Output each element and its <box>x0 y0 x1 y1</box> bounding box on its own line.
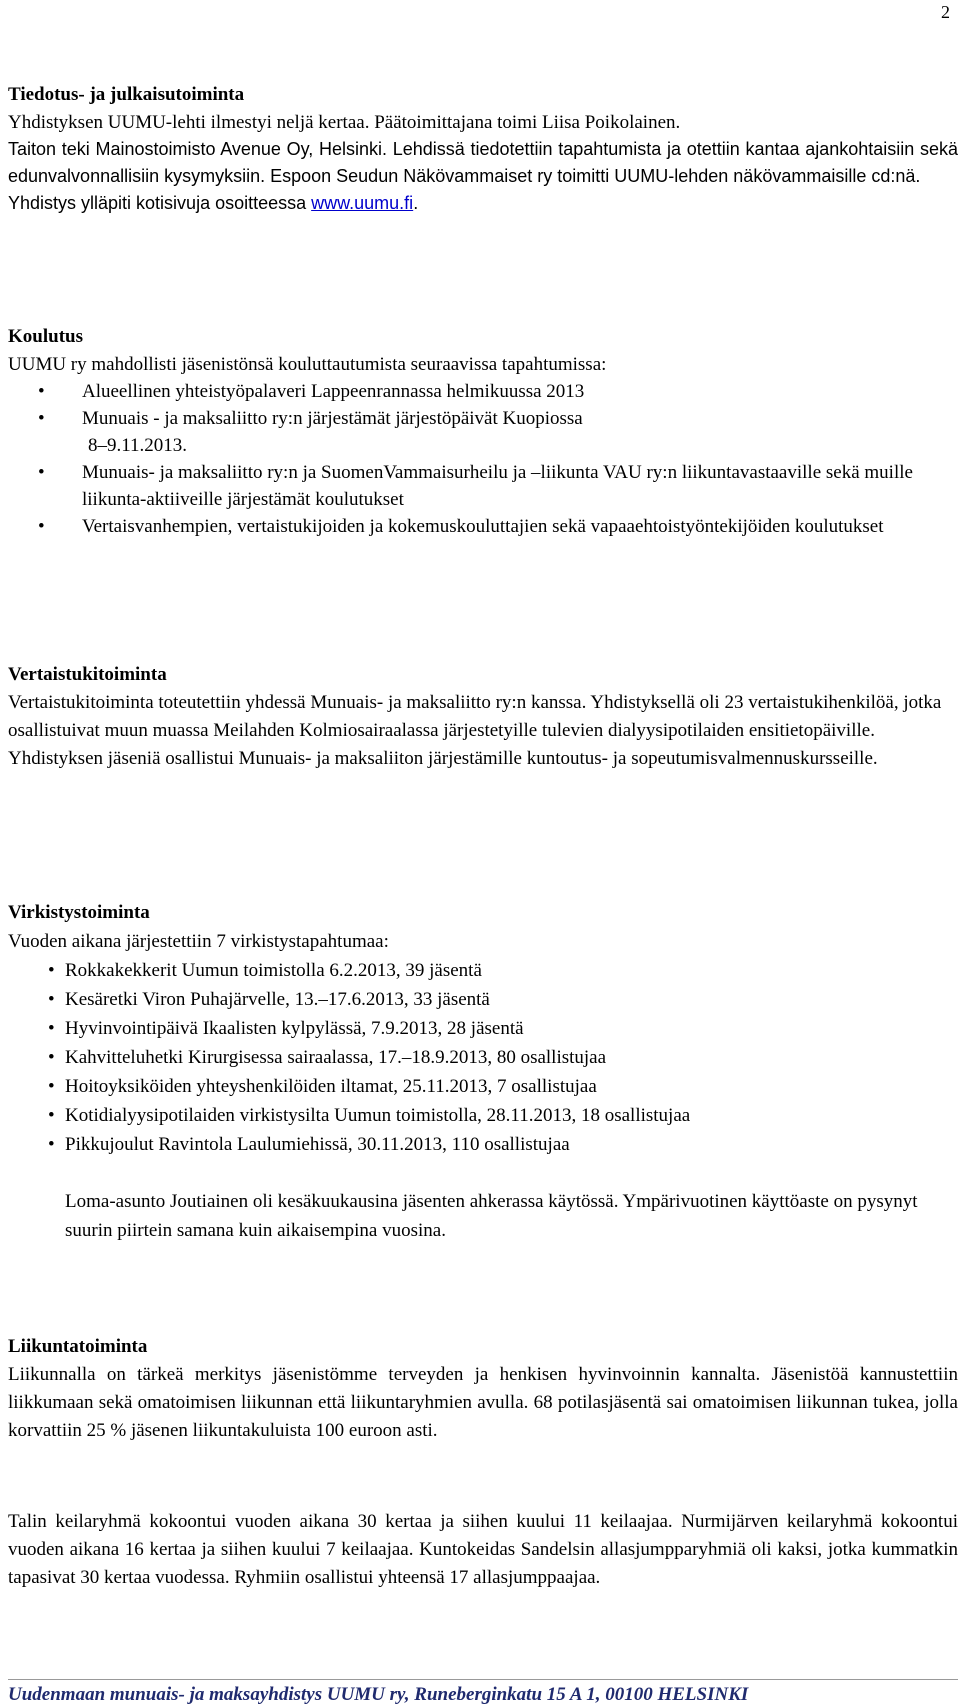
page-footer: Uudenmaan munuais- ja maksayhdistys UUMU ry, Runeberginkatu 15 A 1, 00100 HELSINKI <box>8 1679 958 1706</box>
section-keilailu <box>8 1508 958 1592</box>
bullet-icon: • <box>48 989 55 1010</box>
section-heading: Vertaistukitoiminta <box>8 664 167 685</box>
section-heading: Koulutus <box>8 326 83 347</box>
event-list <box>8 956 958 1159</box>
paragraph: Taiton teki Mainostoimisto Avenue Oy, Helsinki. Lehdissä tiedotettiin tapahtumista ja otettiin kantaa ajankohtaisiin sekä edunvalvonnallisiin kysymyksiin. Espoon Seudun Näkövammaiset ry toimitti UUMU-lehden näkövammaisille cd:nä. <box>8 139 958 186</box>
homepage-link[interactable]: www.uumu.fi <box>311 193 414 213</box>
bullet-icon: • <box>38 462 45 483</box>
list-item-date: 8–9.11.2013. <box>88 435 188 456</box>
list-item: • Alueellinen yhteistyöpalaveri Lappeenrannassa helmikuussa 2013 <box>8 378 958 405</box>
bullet-icon: • <box>38 381 45 402</box>
bullet-icon: • <box>38 408 45 429</box>
bullet-icon: • <box>48 1105 55 1126</box>
homepage-paragraph <box>8 190 958 217</box>
list-item: • Vertaisvanhempien, vertaistukijoiden ja kokemuskouluttajien sekä vapaaehtoistyöntekijöiden koulutukset <box>8 513 958 540</box>
homepage-prefix: Yhdistys ylläpiti kotisivuja osoitteessa <box>8 193 312 213</box>
paragraph: Vuoden aikana järjestettiin 7 virkistystapahtumaa: <box>8 931 389 952</box>
list-item: • Munuais- ja maksaliitto ry:n ja SuomenVammaisurheilu ja –liikunta VAU ry:n liikuntavastaaville sekä muille liikunta-aktiiveille järjestämät koulutukset <box>8 459 958 513</box>
bullet-icon: • <box>48 1134 55 1155</box>
list-item: • Kotidialyysipotilaiden virkistysilta Uumun toimistolla, 28.11.2013, 18 osallistujaa <box>8 1101 958 1130</box>
bullet-icon: • <box>38 516 45 537</box>
paragraph: Yhdistyksen jäseniä osallistui Munuais- ja maksaliiton järjestämille kuntoutus- ja sopeutumisvalmennuskursseille. <box>8 748 878 769</box>
section-vertaistuki <box>8 660 958 773</box>
paragraph: Yhdistyksen UUMU-lehti ilmestyi neljä kertaa. Päätoimittajana toimi Liisa Poikolainen. <box>8 112 681 133</box>
training-list <box>8 378 958 540</box>
list-item: • Pikkujoulut Ravintola Laulumiehissä, 30.11.2013, 110 osallistujaa <box>8 1130 958 1159</box>
paragraph: Loma-asunto Joutiainen oli kesäkuukausina jäsenten ahkerassa käytössä. Ympärivuotinen käyttöaste on pysynyt suurin piirtein samana kuin aikaisempina vuosina. <box>65 1191 918 1241</box>
bullet-icon: • <box>48 1018 55 1039</box>
paragraph: Vertaistukitoiminta toteutettiin yhdessä Munuais- ja maksaliitto ry:n kanssa. Yhdistyksellä oli 23 vertaistukihenkilöä, jotka osallistuivat muun muassa Meilahden Kolmiosairaalassa järjestetyille tulevien dialyysipotilaiden ensitietopäiville. <box>8 692 942 741</box>
list-item: • Hyvinvointipäivä Ikaalisten kylpylässä, 7.9.2013, 28 jäsentä <box>8 1014 958 1043</box>
section-heading: Tiedotus- ja julkaisutoiminta <box>8 84 245 105</box>
page-number: 2 <box>941 2 950 22</box>
paragraph: Talin keilaryhmä kokoontui vuoden aikana 30 kertaa ja siihen kuului 11 keilaajaa. Nurmijärven keilaryhmä kokoontui vuoden aikana 16 kertaa ja siihen kuului 7 keilaajaa. Kuntokeidas Sandelsin allasjumpparyhmiä oli kaksi, jotka kummatkin tapasivat 30 kertaa vuodessa. Ryhmiin osallistui yhteensä 17 allasjumppaajaa. <box>8 1511 958 1588</box>
paragraph: Liikunnalla on tärkeä merkitys jäsenistömme terveyden ja henkisen hyvinvoinnin kannalta. Jäsenistöä kannustettiin liikkumaan sekä omatoimisen liikunnan että liikuntaryhmien avulla. 68 potilasjäsentä sai omatoimisen liikunnan tukea, jolla korvattiin 25 % jäsenen liikuntakuluista 100 euroon asti. <box>8 1364 958 1441</box>
list-item: • Hoitoyksiköiden yhteyshenkilöiden iltamat, 25.11.2013, 7 osallistujaa <box>8 1072 958 1101</box>
section-tiedotus <box>8 80 958 217</box>
paragraph: UUMU ry mahdollisti jäsenistönsä kouluttautumista seuraavissa tapahtumissa: <box>8 354 607 375</box>
section-liikunta <box>8 1332 958 1445</box>
section-heading: Liikuntatoiminta <box>8 1336 148 1357</box>
section-koulutus <box>8 322 958 540</box>
section-heading: Virkistystoiminta <box>8 902 150 923</box>
section-virkistys <box>8 898 958 1245</box>
bullet-icon: • <box>48 1076 55 1097</box>
list-item: • Munuais - ja maksaliitto ry:n järjestämät järjestöpäivät Kuopiossa 8–9.11.2013. <box>8 405 958 459</box>
homepage-suffix: . <box>413 193 419 213</box>
list-item: • Kesäretki Viron Puhajärvelle, 13.–17.6.2013, 33 jäsentä <box>8 985 958 1014</box>
bullet-icon: • <box>48 1047 55 1068</box>
list-item: • Rokkakekkerit Uumun toimistolla 6.2.2013, 39 jäsentä <box>8 956 958 985</box>
bullet-icon: • <box>48 960 55 981</box>
list-item: • Kahvitteluhetki Kirurgisessa sairaalassa, 17.–18.9.2013, 80 osallistujaa <box>8 1043 958 1072</box>
